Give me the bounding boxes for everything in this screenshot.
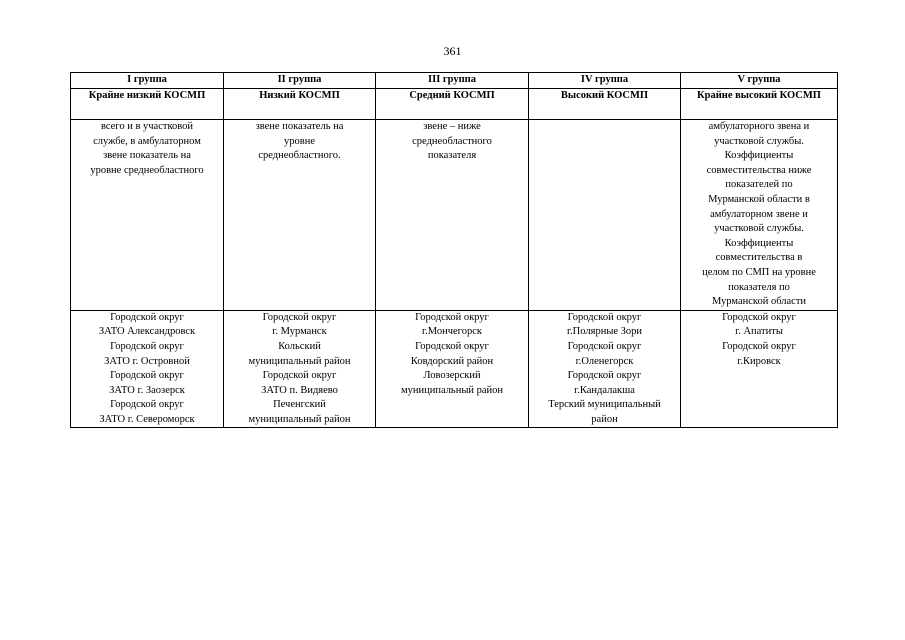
cell-line: район <box>591 413 618 425</box>
level-header-cell: Высокий КОСМП <box>529 89 681 120</box>
cell-line: уровне среднеобластного <box>90 164 204 176</box>
level-header-cell: Крайне высокий КОСМП <box>681 89 838 120</box>
cell-line: звене – ниже <box>423 121 481 132</box>
group-header-cell: I группа <box>71 73 224 89</box>
cell-line: ЗАТО г. Заозерск <box>109 384 185 396</box>
territories-row <box>71 310 838 428</box>
cell-line: амбулаторном звене и <box>710 208 808 220</box>
cell-line: Коэффициенты <box>724 237 794 249</box>
cell-line: Терский муниципальный <box>548 399 661 411</box>
cell-line: г.Кировск <box>737 355 781 367</box>
cell-line: целом по СМП на уровне <box>702 266 816 278</box>
cell-line: г. Апатиты <box>735 326 783 338</box>
territories-cell <box>71 310 224 428</box>
criteria-row <box>71 120 838 311</box>
territories-cell <box>681 310 838 428</box>
cell-line: Кольский <box>278 340 321 352</box>
cell-line: Городской округ <box>567 340 642 352</box>
group-header-cell: IV группа <box>529 73 681 89</box>
page-number: 361 <box>443 44 462 58</box>
cell-line: муниципальный район <box>248 355 351 367</box>
cell-line: показателей по <box>725 179 793 191</box>
criteria-cell <box>529 120 681 311</box>
cell-line: среднеобластного <box>412 135 492 147</box>
cell-line: Городской округ <box>722 311 796 323</box>
cell-line: Городской округ <box>415 311 489 323</box>
cell-line: совместительства ниже <box>706 164 812 176</box>
cell-line: ЗАТО г. Островной <box>104 355 190 367</box>
cell-line: звене показатель на <box>255 121 344 132</box>
level-header-cell: Крайне низкий КОСМП <box>71 89 224 120</box>
cell-line: Мурманской области <box>711 296 807 308</box>
kosmp-groups-table <box>70 72 838 428</box>
territories-cell <box>224 310 376 428</box>
group-header-cell: III группа <box>376 73 529 89</box>
level-header-cell: Низкий КОСМП <box>224 89 376 120</box>
cell-line: участковой службы. <box>714 135 804 147</box>
cell-line: Городской округ <box>567 311 642 323</box>
cell-line: Городской округ <box>262 370 337 382</box>
cell-line: показателя <box>427 150 477 162</box>
territories-cell <box>376 310 529 428</box>
cell-line: Коэффициенты <box>724 150 794 162</box>
cell-line: г.Полярные Зори <box>566 326 643 338</box>
group-header-cell: II группа <box>224 73 376 89</box>
cell-line: звене показатель на <box>103 150 191 162</box>
territories-cell <box>529 310 681 428</box>
cell-line: службе, в амбулаторном <box>93 135 201 147</box>
cell-line: Печенгский <box>273 399 326 411</box>
cell-line: участковой службы. <box>714 223 804 235</box>
cell-line: муниципальный район <box>248 413 351 425</box>
cell-line: показателя по <box>728 281 790 293</box>
group-header-cell: V группа <box>681 73 838 89</box>
criteria-cell <box>224 120 376 311</box>
cell-line: среднеобластного. <box>258 150 341 162</box>
cell-line: Городской округ <box>110 370 184 382</box>
cell-line: Ловозерский <box>423 370 481 382</box>
level-header-row <box>71 89 838 120</box>
cell-line: Городской округ <box>415 340 489 352</box>
cell-line: Городской округ <box>110 340 184 352</box>
cell-line: г.Кандалакша <box>574 384 635 396</box>
criteria-cell <box>681 120 838 311</box>
cell-line: Городской округ <box>722 340 796 352</box>
cell-line: Городской округ <box>262 311 337 323</box>
cell-line: ЗАТО Александровск <box>98 326 196 338</box>
cell-line: амбулаторного звена и <box>708 121 810 132</box>
level-header-cell: Средний КОСМП <box>376 89 529 120</box>
cell-line: Мурманской области в <box>708 193 810 205</box>
cell-line: Городской округ <box>110 311 184 323</box>
cell-line: г.Мончегорск <box>422 326 482 338</box>
cell-line: уровне <box>284 135 315 147</box>
cell-line: всего и в участковой <box>100 121 194 132</box>
group-header-row <box>71 73 838 89</box>
criteria-cell <box>71 120 224 311</box>
criteria-cell <box>376 120 529 311</box>
cell-line: Ковдорский район <box>410 355 494 367</box>
cell-line: Городской округ <box>110 399 184 411</box>
cell-line: г.Оленегорск <box>575 355 634 367</box>
cell-line: ЗАТО п. Видяево <box>261 384 338 396</box>
cell-line: ЗАТО г. Североморск <box>99 413 195 425</box>
cell-line: Городской округ <box>567 370 642 382</box>
cell-line: совместительства в <box>715 252 803 264</box>
cell-line: муниципальный район <box>400 384 504 396</box>
cell-line: г. Мурманск <box>272 326 327 338</box>
